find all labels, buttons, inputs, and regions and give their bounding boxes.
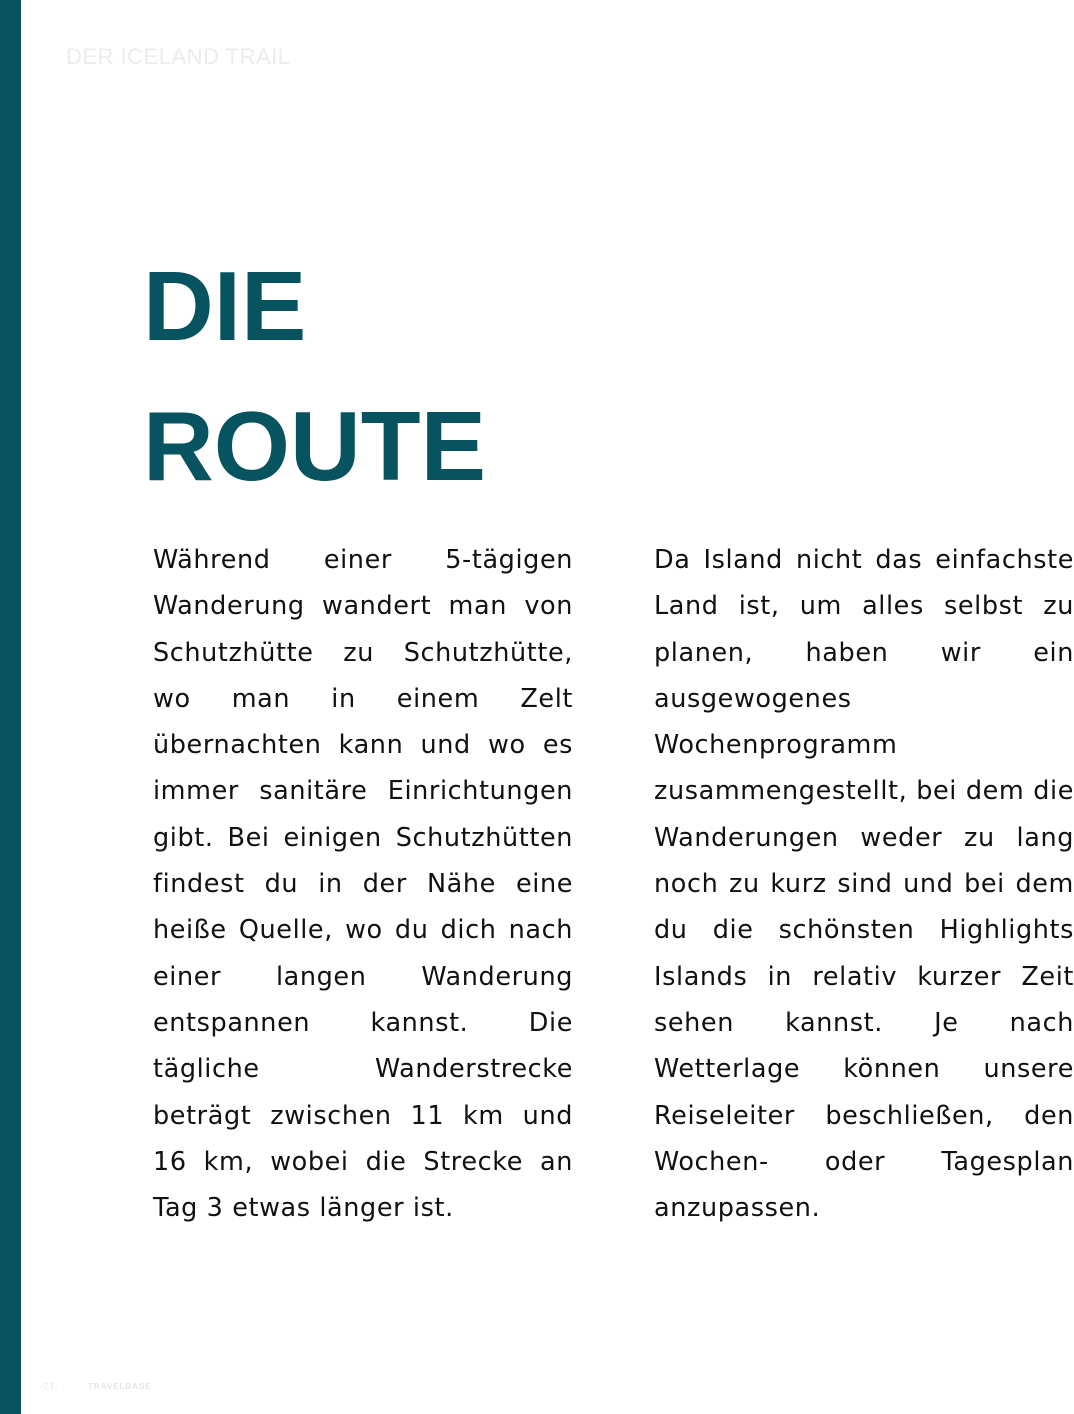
body-column-right: Da Island nicht das einfachste Land ist, um alles selbst zu planen, haben wir ein ausgewogenes Wochenprogramm zusammengestellt, bei dem die Wanderungen weder zu lang noch zu kurz sind und bei dem du die schönsten Highlights Islands in relativ kurzer Zeit sehen kannst. Je nach Wetterlage können unsere Reiseleiter beschließen, den Wochen- oder Tagesplan anzupassen. <box>654 545 1074 1224</box>
page-number: ‹23› <box>40 1382 59 1391</box>
page-title-line-2: ROUTE <box>143 391 486 501</box>
page-title <box>143 236 486 516</box>
running-header: DER ICELAND TRAIL <box>66 44 291 69</box>
body-column-left: Während einer 5-tägigen Wanderung wandert man von Schutzhütte zu Schutzhütte, wo man in einem Zelt übernachten kann und wo es immer sanitäre Einrichtungen gibt. Bei einigen Schutzhütten findest du in der Nähe eine heiße Quelle, wo du dich nach einer langen Wanderung entspannen kannst. Die tägliche Wanderstrecke beträgt zwischen 11 km und 16 km, wobei die Strecke an Tag 3 etwas länger ist. <box>153 545 573 1224</box>
accent-side-bar <box>0 0 21 1414</box>
page-title-line-1: DIE <box>143 251 307 361</box>
footer-brand: TRAVELBASE <box>88 1382 152 1391</box>
page-footer <box>40 1382 152 1391</box>
